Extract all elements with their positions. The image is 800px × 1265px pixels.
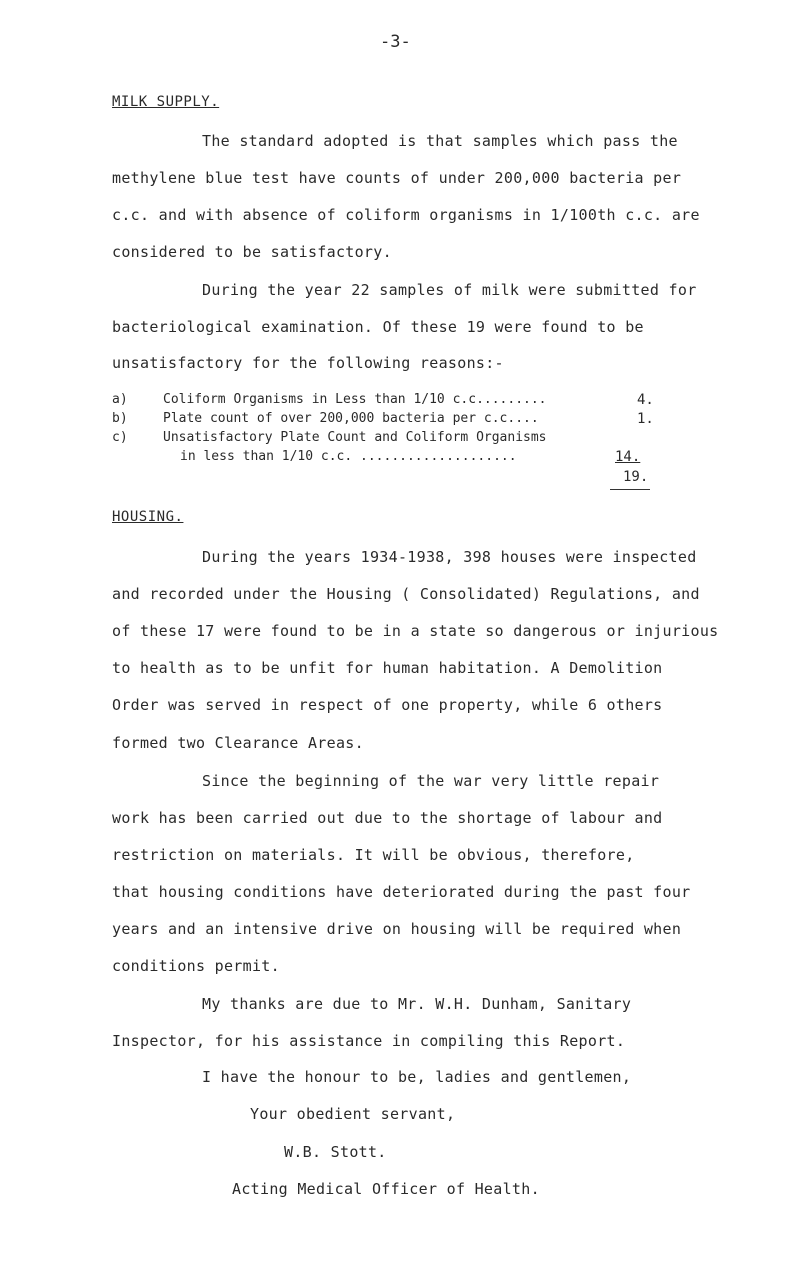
housing-paragraph-line: conditions permit. — [112, 957, 280, 975]
reason-text: Plate count of over 200,000 bacteria per c.c.... — [163, 411, 539, 426]
closing-servant: Your obedient servant, — [250, 1105, 456, 1123]
signatory-title: Acting Medical Officer of Health. — [232, 1180, 540, 1198]
housing-heading: HOUSING. — [112, 509, 184, 525]
milk-supply-heading: MILK SUPPLY. — [112, 94, 220, 110]
housing-paragraph-line: My thanks are due to Mr. W.H. Dunham, Sanitary — [202, 995, 632, 1013]
housing-paragraph-line: of these 17 were found to be in a state so dangerous or injurious — [112, 622, 719, 640]
reason-marker: b) — [112, 411, 128, 426]
housing-paragraph-line: restriction on materials. It will be obvious, therefore, — [112, 846, 635, 864]
milk-paragraph-line: considered to be satisfactory. — [112, 243, 392, 261]
total-double-rule — [610, 489, 650, 490]
reason-count: 1. — [637, 411, 654, 427]
reason-text: Unsatisfactory Plate Count and Coliform Organisms — [163, 430, 547, 445]
housing-paragraph-line: that housing conditions have deteriorated during the past four — [112, 883, 691, 901]
reason-count: 14. — [615, 449, 641, 465]
housing-paragraph-line: to health as to be unfit for human habitation. A Demolition — [112, 659, 663, 677]
milk-paragraph-line: The standard adopted is that samples which pass the — [202, 132, 678, 150]
reason-marker: a) — [112, 392, 128, 407]
signatory-name: W.B. Stott. — [284, 1143, 387, 1161]
reason-count: 4. — [637, 392, 654, 408]
housing-paragraph-line: Since the beginning of the war very little repair — [202, 772, 660, 790]
reason-text: Coliform Organisms in Less than 1/10 c.c......... — [163, 392, 547, 407]
housing-paragraph-line: work has been carried out due to the shortage of labour and — [112, 809, 663, 827]
housing-paragraph-line: years and an intensive drive on housing will be required when — [112, 920, 682, 938]
reason-marker: c) — [112, 430, 128, 445]
closing-salutation: I have the honour to be, ladies and gentlemen, — [202, 1068, 632, 1086]
page-number: -3- — [380, 32, 411, 52]
milk-paragraph-line: bacteriological examination. Of these 19 were found to be — [112, 318, 644, 336]
reasons-total: 19. — [623, 469, 649, 485]
housing-paragraph-line: Inspector, for his assistance in compiling this Report. — [112, 1032, 626, 1050]
housing-paragraph-line: and recorded under the Housing ( Consolidated) Regulations, and — [112, 585, 700, 603]
milk-paragraph-line: During the year 22 samples of milk were submitted for — [202, 281, 697, 299]
milk-paragraph-line: c.c. and with absence of coliform organisms in 1/100th c.c. are — [112, 206, 700, 224]
housing-paragraph-line: During the years 1934-1938, 398 houses were inspected — [202, 548, 697, 566]
housing-paragraph-line: Order was served in respect of one property, while 6 others — [112, 696, 663, 714]
housing-paragraph-line: formed two Clearance Areas. — [112, 734, 364, 752]
reason-text: in less than 1/10 c.c. .................... — [180, 449, 517, 464]
milk-paragraph-line: methylene blue test have counts of under 200,000 bacteria per — [112, 169, 682, 187]
milk-paragraph-line: unsatisfactory for the following reasons:- — [112, 354, 504, 372]
